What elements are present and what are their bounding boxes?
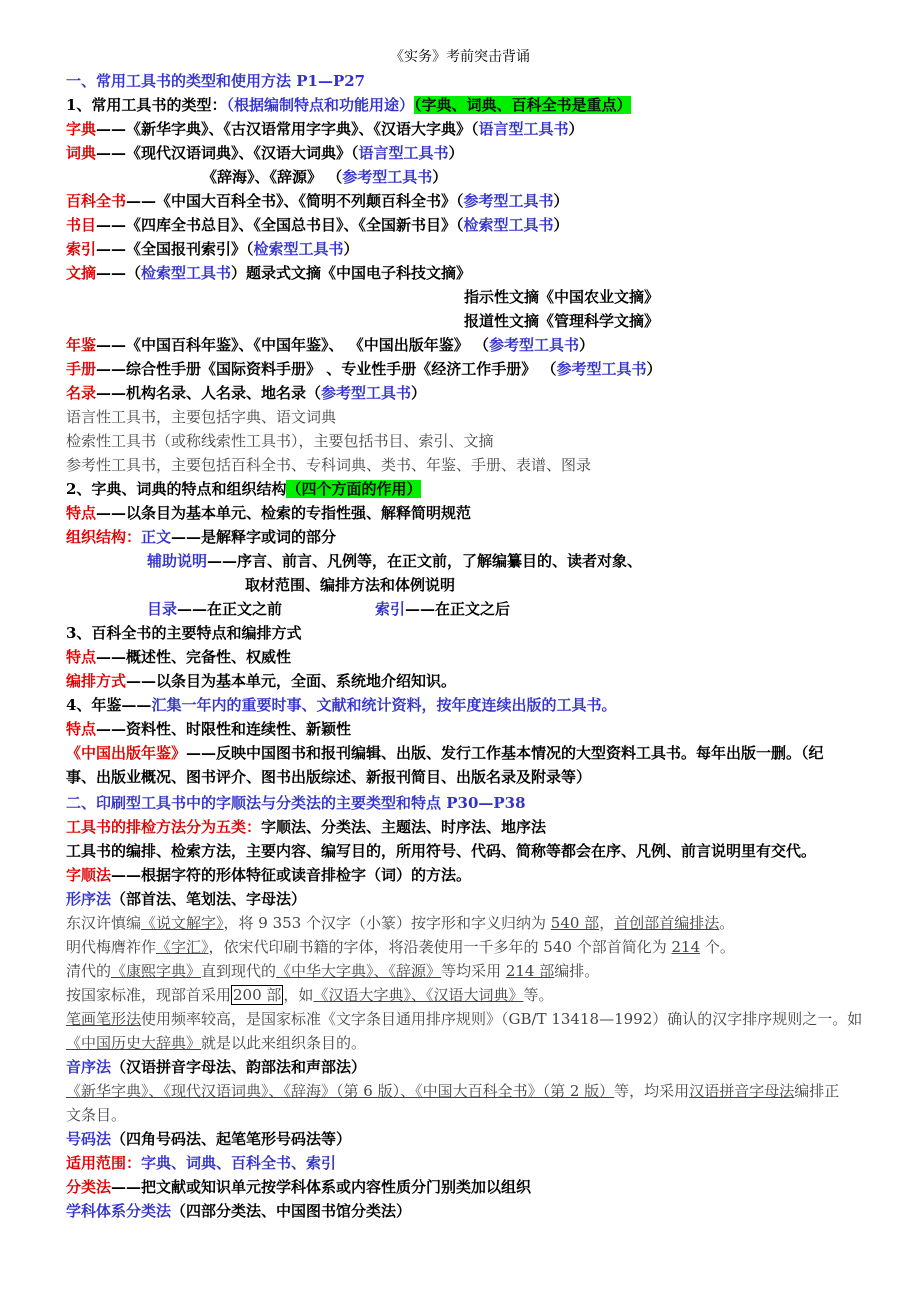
cihai-text: 《辞海》、《辞源》 （ bbox=[202, 168, 343, 186]
xu-end: 首创部首编排法 bbox=[614, 914, 720, 932]
paijian-label: 工具书的排检方法分为五类： bbox=[66, 818, 262, 836]
minglu-text: ——机构名录、人名录、地名录（ bbox=[96, 384, 322, 402]
line-bianpai-3 bbox=[66, 670, 456, 692]
q1-label: 1、常用工具书的类型： bbox=[66, 96, 227, 114]
qing-num: 214 部 bbox=[505, 962, 555, 980]
question-2 bbox=[66, 478, 421, 500]
line-guobiao bbox=[66, 984, 553, 1006]
q2-highlight: （四个方面的作用） bbox=[286, 480, 422, 498]
plain-line-3: 参考性工具书，主要包括百科全书、专科词典、类书、年鉴、手册、表谱、图录 bbox=[66, 456, 592, 474]
mulu-label: 目录 bbox=[147, 600, 178, 618]
baike-label: 百科全书 bbox=[66, 192, 127, 210]
xu-book: 《说文解字》 bbox=[141, 914, 224, 932]
xingxu-label: 形序法 bbox=[66, 890, 112, 908]
fenlei-label: 分类法 bbox=[66, 1178, 112, 1196]
nianjian-type: 参考型工具书 bbox=[488, 336, 579, 354]
yinxu-method: 汉语拼音字母法 bbox=[689, 1082, 795, 1100]
tedian3-label: 特点 bbox=[66, 648, 97, 666]
line-suoyin bbox=[66, 238, 359, 260]
tedian3-text: ——概述性、完备性、权威性 bbox=[96, 648, 292, 666]
line-wenzhai bbox=[66, 262, 471, 284]
line-paijian bbox=[66, 816, 546, 838]
line-xushen bbox=[66, 912, 734, 934]
zuzhi-label: 组织结构： bbox=[66, 528, 142, 546]
line-suoyin-2 bbox=[375, 598, 510, 620]
line-shiyong bbox=[66, 1152, 336, 1174]
baike-type: 参考型工具书 bbox=[463, 192, 554, 210]
close-paren: ） bbox=[411, 384, 427, 402]
bianpai3-text: ——以条目为基本单元，全面、系统地介绍知识。 bbox=[126, 672, 457, 690]
plain-line-2: 检索性工具书（或称线索性工具书），主要包括书目、索引、文摘 bbox=[66, 432, 494, 450]
line-xueke bbox=[66, 1200, 411, 1222]
suoyin-type: 检索型工具书 bbox=[253, 240, 344, 258]
bihua-u: 笔画笔形法 bbox=[66, 1010, 142, 1028]
line-baike bbox=[66, 190, 569, 212]
close-paren: ） bbox=[553, 216, 569, 234]
line-fuzhu-2: 取材范围、编排方法和体例说明 bbox=[245, 576, 456, 594]
line-tedian-4 bbox=[66, 718, 351, 740]
close-paren: ） bbox=[343, 240, 359, 258]
line-xingxu bbox=[66, 888, 306, 910]
line-tedian-3 bbox=[66, 646, 291, 668]
line-yinxu-books bbox=[66, 1080, 839, 1102]
zhengwen-text: ——是解释字或词的部分 bbox=[171, 528, 337, 546]
bihua-book: 《中国历史大辞典》 bbox=[66, 1034, 202, 1052]
zidian-label: 字典 bbox=[66, 120, 97, 138]
qing-mid: 直到现代的 bbox=[201, 962, 277, 980]
wenzhai-text: ）题录式文摘《中国电子科技文摘》 bbox=[231, 264, 472, 282]
xueke-text: （四部分类法、中国图书馆分类法） bbox=[171, 1202, 412, 1220]
line-bianpai-note: 工具书的编排、检索方法，主要内容、编写目的，所用符号、代码、简称等都会在序、凡例、前言说明里有交代。 bbox=[66, 842, 817, 860]
guo-box: 200 部 bbox=[233, 986, 282, 1004]
mulu-text: ——在正文之前 bbox=[177, 600, 283, 618]
plain-line-1: 语言性工具书，主要包括字典、语文词典 bbox=[66, 408, 337, 426]
mei-mid: ，依宋代印刷书籍的字体，将沿袭使用一千多年的 540 个部首简化为 bbox=[208, 938, 672, 956]
nianjian-text: ——《中国百科年鉴》、《中国年鉴》、 《中国出版年鉴》 （ bbox=[96, 336, 489, 354]
bihua-text: 使用频率较高，是国家标准《文字条目通用排序规则》（GB/T 13418—1992）确认的汉字排序规则之一。如 bbox=[141, 1010, 863, 1028]
tedian-text: ——以条目为基本单元、检索的专指性强、解释简明规范 bbox=[96, 504, 472, 522]
xu-num: 540 部 bbox=[550, 914, 600, 932]
q4-text: 汇集一年内的重要时事、文献和统计资料，按年度连续出版的工具书。 bbox=[151, 696, 617, 714]
fuzhu-text: ——序言、前言、凡例等，在正文前，了解编纂目的、读者对象、 bbox=[207, 552, 643, 570]
wenzhai-pre: ——（ bbox=[96, 264, 142, 282]
mei-end: 个。 bbox=[700, 938, 735, 956]
yinxu-label: 音序法 bbox=[66, 1058, 112, 1076]
shumu-text: ——《四库全书总目》、《全国总书目》、《全国新书目》（ bbox=[96, 216, 464, 234]
xu-pre: 东汉许慎编 bbox=[66, 914, 142, 932]
tedian-label: 特点 bbox=[66, 504, 97, 522]
wenzhai-label: 文摘 bbox=[66, 264, 97, 282]
fenlei-text: ——把文献或知识单元按学科体系或内容性质分门别类加以组织 bbox=[111, 1178, 532, 1196]
line-qing bbox=[66, 960, 599, 982]
close-paren: ） bbox=[578, 336, 594, 354]
qing-mid2: 等均采用 bbox=[441, 962, 506, 980]
shouce-text: ——综合性手册《国际资料手册》 、专业性手册《经济工作手册》 （ bbox=[96, 360, 557, 378]
mei-book: 《字汇》 bbox=[156, 938, 209, 956]
haoma-text: （四角号码法、起笔笔形号码法等） bbox=[111, 1130, 352, 1148]
zidian-text: ——《新华字典》、《古汉语常用字字典》、《汉语大字典》（ bbox=[96, 120, 479, 138]
close-paren: ） bbox=[553, 192, 569, 210]
bihua-end: 就是以此来组织条目的。 bbox=[201, 1034, 367, 1052]
question-4 bbox=[66, 694, 616, 716]
paijian-text: 字顺法、分类法、主题法、时序法、地序法 bbox=[261, 818, 547, 836]
suoyin-label: 索引 bbox=[66, 240, 97, 258]
guo-mid: ，如 bbox=[283, 986, 314, 1004]
line-fuzhu bbox=[147, 550, 642, 572]
line-shumu bbox=[66, 214, 569, 236]
baike-text: ——《中国大百科全书》、《简明不列颠百科全书》（ bbox=[126, 192, 464, 210]
q2-label: 2、字典、词典的特点和组织结构 bbox=[66, 480, 287, 498]
qing-book1: 《康熙字典》 bbox=[111, 962, 202, 980]
page-title: 《实务》考前突击背诵 bbox=[390, 49, 530, 65]
line-yinxu-end: 文条目。 bbox=[66, 1106, 127, 1124]
zidian-type: 语言型工具书 bbox=[478, 120, 569, 138]
xingxu-text: （部首法、笔划法、字母法） bbox=[111, 890, 307, 908]
guo-end: 等。 bbox=[523, 986, 554, 1004]
wenzhai-type: 检索型工具书 bbox=[141, 264, 232, 282]
suoyin-text: ——《全国报刊索引》（ bbox=[96, 240, 254, 258]
line-cidian bbox=[66, 142, 464, 164]
line-minglu bbox=[66, 382, 426, 404]
q1-highlight: （字典、词典、百科全书是重点） bbox=[413, 96, 632, 114]
nianjian-label: 年鉴 bbox=[66, 336, 97, 354]
close-paren: ） bbox=[646, 360, 662, 378]
tedian4-label: 特点 bbox=[66, 720, 97, 738]
suoyin2-label: 索引 bbox=[375, 600, 406, 618]
line-zishun bbox=[66, 864, 471, 886]
zishun-text: ——根据字符的形体特征或读音排检字（词）的方法。 bbox=[111, 866, 472, 884]
line-tedian bbox=[66, 502, 471, 524]
tedian4-text: ——资料性、时限性和连续性、新颖性 bbox=[96, 720, 352, 738]
line-mulu bbox=[147, 598, 282, 620]
mei-num: 214 bbox=[671, 938, 701, 956]
qing-end: 编排。 bbox=[554, 962, 600, 980]
xueke-label: 学科体系分类法 bbox=[66, 1202, 172, 1220]
yinxu-books: 《新华字典》、《现代汉语词典》、《辞海》（第 6 版）、《中国大百科全书》（第 2 版） bbox=[66, 1082, 615, 1100]
zishun-label: 字顺法 bbox=[66, 866, 112, 884]
q1-paren: （根据编制特点和功能用途） bbox=[226, 96, 414, 114]
section-2-heading: 二、印刷型工具书中的字顺法与分类法的主要类型和特点 P30—P38 bbox=[66, 794, 526, 812]
cbnj-label: 《中国出版年鉴》 bbox=[66, 744, 187, 762]
yinxu-end: 编排正 bbox=[794, 1082, 840, 1100]
section-1-heading: 一、常用工具书的类型和使用方法 P1—P27 bbox=[66, 72, 366, 90]
bianpai3-label: 编排方式 bbox=[66, 672, 127, 690]
line-shouce bbox=[66, 358, 662, 380]
shiyong-text: 字典、词典、百科全书、索引 bbox=[141, 1154, 337, 1172]
fuzhu-label: 辅助说明 bbox=[147, 552, 208, 570]
cidian-type: 语言型工具书 bbox=[358, 144, 449, 162]
close-paren: ） bbox=[432, 168, 448, 186]
qing-pre: 清代的 bbox=[66, 962, 112, 980]
haoma-label: 号码法 bbox=[66, 1130, 112, 1148]
line-fenlei bbox=[66, 1176, 531, 1198]
xu-sep: ， bbox=[599, 914, 615, 932]
line-bihua-2 bbox=[66, 1032, 366, 1054]
xu-mid: ，将 9 353 个汉字（小篆）按字形和字义归纳为 bbox=[223, 914, 551, 932]
q4-label: 4、年鉴—— bbox=[66, 696, 152, 714]
close-paren: ） bbox=[568, 120, 584, 138]
shouce-label: 手册 bbox=[66, 360, 97, 378]
line-zuzhi bbox=[66, 526, 336, 548]
line-mei bbox=[66, 936, 735, 958]
minglu-label: 名录 bbox=[66, 384, 97, 402]
shumu-label: 书目 bbox=[66, 216, 97, 234]
guo-pre: 按国家标准，现部首采用 bbox=[66, 986, 232, 1004]
shouce-type: 参考型工具书 bbox=[556, 360, 647, 378]
zhengwen-label: 正文 bbox=[141, 528, 172, 546]
suoyin2-text: ——在正文之后 bbox=[405, 600, 511, 618]
minglu-type: 参考型工具书 bbox=[321, 384, 412, 402]
shumu-type: 检索型工具书 bbox=[463, 216, 554, 234]
cidian-label: 词典 bbox=[66, 144, 97, 162]
line-nianjian bbox=[66, 334, 594, 356]
line-cbnj-2: 事、出版业概况、图书评介、图书出版综述、新报刊简目、出版名录及附录等） bbox=[66, 768, 592, 786]
line-wenzhai-2: 指示性文摘《中国农业文摘》 bbox=[464, 288, 660, 306]
line-zidian bbox=[66, 118, 584, 140]
cidian-text: ——《现代汉语词典》、《汉语大词典》（ bbox=[96, 144, 359, 162]
line-cbnj bbox=[66, 742, 824, 764]
close-paren: ） bbox=[448, 144, 464, 162]
cihai-type: 参考型工具书 bbox=[342, 168, 433, 186]
question-1 bbox=[66, 94, 631, 116]
line-haoma bbox=[66, 1128, 351, 1150]
cbnj-text: ——反映中国图书和报刊编辑、出版、发行工作基本情况的大型资料工具书。每年出版一删。（纪 bbox=[186, 744, 824, 762]
shiyong-label: 适用范围： bbox=[66, 1154, 142, 1172]
line-wenzhai-3: 报道性文摘《管理科学文摘》 bbox=[464, 312, 660, 330]
guo-book: 《汉语大字典》、《汉语大词典》 bbox=[313, 986, 524, 1004]
line-yinxu bbox=[66, 1056, 366, 1078]
question-3: 3、百科全书的主要特点和编排方式 bbox=[66, 624, 302, 642]
mei-pre: 明代梅膺祚作 bbox=[66, 938, 157, 956]
qing-book2: 《中华大字典》、《辞源》 bbox=[276, 962, 442, 980]
xu-dot: 。 bbox=[719, 914, 735, 932]
line-cihai bbox=[202, 166, 447, 188]
yinxu-text: （汉语拼音字母法、韵部法和声部法） bbox=[111, 1058, 367, 1076]
line-bihua bbox=[66, 1008, 862, 1030]
yinxu-mid: 等，均采用 bbox=[614, 1082, 690, 1100]
